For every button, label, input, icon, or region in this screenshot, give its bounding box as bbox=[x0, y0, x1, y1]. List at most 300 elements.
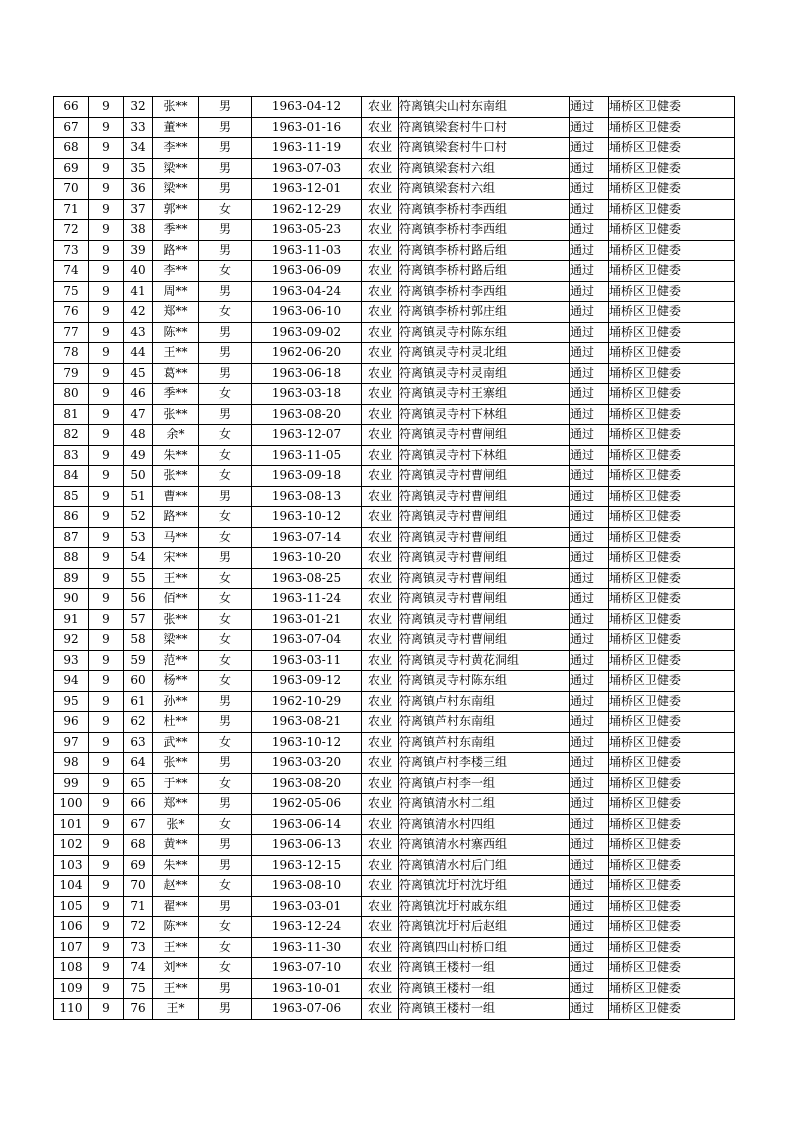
seq-cell: 107 bbox=[54, 937, 89, 958]
result-cell: 通过 bbox=[570, 896, 609, 917]
name-cell: 马** bbox=[153, 527, 199, 548]
address-cell: 符离镇李桥村李西组 bbox=[399, 281, 570, 302]
seq-cell: 110 bbox=[54, 999, 89, 1020]
index-cell: 67 bbox=[124, 814, 153, 835]
agency-cell: 埇桥区卫健委 bbox=[609, 712, 735, 733]
table-row bbox=[54, 445, 735, 466]
result-cell: 通过 bbox=[570, 691, 609, 712]
result-cell: 通过 bbox=[570, 486, 609, 507]
gender-cell: 男 bbox=[199, 158, 252, 179]
index-cell: 60 bbox=[124, 671, 153, 692]
result-cell: 通过 bbox=[570, 548, 609, 569]
household-type-cell: 农业 bbox=[362, 691, 399, 712]
roster-body bbox=[54, 97, 735, 1020]
name-cell: 郑** bbox=[153, 794, 199, 815]
batch-cell: 9 bbox=[89, 384, 124, 405]
seq-cell: 94 bbox=[54, 671, 89, 692]
result-cell: 通过 bbox=[570, 814, 609, 835]
address-cell: 符离镇李桥村李西组 bbox=[399, 220, 570, 241]
result-cell: 通过 bbox=[570, 281, 609, 302]
gender-cell: 男 bbox=[199, 794, 252, 815]
result-cell: 通过 bbox=[570, 650, 609, 671]
household-type-cell: 农业 bbox=[362, 486, 399, 507]
table-row bbox=[54, 650, 735, 671]
result-cell: 通过 bbox=[570, 835, 609, 856]
result-cell: 通过 bbox=[570, 712, 609, 733]
gender-cell: 女 bbox=[199, 384, 252, 405]
table-row bbox=[54, 896, 735, 917]
birthdate-cell: 1963-12-15 bbox=[252, 855, 362, 876]
birthdate-cell: 1963-09-02 bbox=[252, 322, 362, 343]
batch-cell: 9 bbox=[89, 240, 124, 261]
name-cell: 周** bbox=[153, 281, 199, 302]
address-cell: 符离镇灵寺村下林组 bbox=[399, 445, 570, 466]
name-cell: 张** bbox=[153, 609, 199, 630]
batch-cell: 9 bbox=[89, 158, 124, 179]
batch-cell: 9 bbox=[89, 958, 124, 979]
table-row bbox=[54, 404, 735, 425]
seq-cell: 86 bbox=[54, 507, 89, 528]
household-type-cell: 农业 bbox=[362, 650, 399, 671]
table-row bbox=[54, 671, 735, 692]
name-cell: 翟** bbox=[153, 896, 199, 917]
name-cell: 梁** bbox=[153, 630, 199, 651]
result-cell: 通过 bbox=[570, 97, 609, 118]
birthdate-cell: 1963-07-10 bbox=[252, 958, 362, 979]
batch-cell: 9 bbox=[89, 445, 124, 466]
household-type-cell: 农业 bbox=[362, 507, 399, 528]
name-cell: 杨** bbox=[153, 671, 199, 692]
gender-cell: 女 bbox=[199, 568, 252, 589]
birthdate-cell: 1963-08-21 bbox=[252, 712, 362, 733]
result-cell: 通过 bbox=[570, 630, 609, 651]
table-row bbox=[54, 261, 735, 282]
batch-cell: 9 bbox=[89, 876, 124, 897]
name-cell: 王** bbox=[153, 937, 199, 958]
household-type-cell: 农业 bbox=[362, 794, 399, 815]
index-cell: 47 bbox=[124, 404, 153, 425]
seq-cell: 74 bbox=[54, 261, 89, 282]
result-cell: 通过 bbox=[570, 425, 609, 446]
name-cell: 陈** bbox=[153, 917, 199, 938]
seq-cell: 79 bbox=[54, 363, 89, 384]
seq-cell: 69 bbox=[54, 158, 89, 179]
batch-cell: 9 bbox=[89, 199, 124, 220]
agency-cell: 埇桥区卫健委 bbox=[609, 978, 735, 999]
seq-cell: 67 bbox=[54, 117, 89, 138]
agency-cell: 埇桥区卫健委 bbox=[609, 999, 735, 1020]
result-cell: 通过 bbox=[570, 917, 609, 938]
batch-cell: 9 bbox=[89, 589, 124, 610]
batch-cell: 9 bbox=[89, 835, 124, 856]
table-row bbox=[54, 691, 735, 712]
birthdate-cell: 1963-12-01 bbox=[252, 179, 362, 200]
result-cell: 通过 bbox=[570, 261, 609, 282]
name-cell: 张* bbox=[153, 814, 199, 835]
batch-cell: 9 bbox=[89, 568, 124, 589]
seq-cell: 82 bbox=[54, 425, 89, 446]
seq-cell: 75 bbox=[54, 281, 89, 302]
address-cell: 符离镇灵寺村黄花洞组 bbox=[399, 650, 570, 671]
table-row bbox=[54, 343, 735, 364]
seq-cell: 89 bbox=[54, 568, 89, 589]
household-type-cell: 农业 bbox=[362, 671, 399, 692]
batch-cell: 9 bbox=[89, 466, 124, 487]
birthdate-cell: 1963-10-12 bbox=[252, 507, 362, 528]
birthdate-cell: 1963-06-09 bbox=[252, 261, 362, 282]
gender-cell: 男 bbox=[199, 138, 252, 159]
agency-cell: 埇桥区卫健委 bbox=[609, 486, 735, 507]
gender-cell: 女 bbox=[199, 671, 252, 692]
birthdate-cell: 1963-09-18 bbox=[252, 466, 362, 487]
batch-cell: 9 bbox=[89, 773, 124, 794]
name-cell: 范** bbox=[153, 650, 199, 671]
address-cell: 符离镇灵寺村灵北组 bbox=[399, 343, 570, 364]
roster-table bbox=[53, 96, 735, 1020]
batch-cell: 9 bbox=[89, 138, 124, 159]
gender-cell: 女 bbox=[199, 630, 252, 651]
agency-cell: 埇桥区卫健委 bbox=[609, 138, 735, 159]
agency-cell: 埇桥区卫健委 bbox=[609, 630, 735, 651]
seq-cell: 91 bbox=[54, 609, 89, 630]
birthdate-cell: 1963-12-24 bbox=[252, 917, 362, 938]
household-type-cell: 农业 bbox=[362, 876, 399, 897]
address-cell: 符离镇灵寺村陈东组 bbox=[399, 322, 570, 343]
address-cell: 符离镇灵寺村下林组 bbox=[399, 404, 570, 425]
result-cell: 通过 bbox=[570, 343, 609, 364]
index-cell: 52 bbox=[124, 507, 153, 528]
gender-cell: 女 bbox=[199, 507, 252, 528]
birthdate-cell: 1962-05-06 bbox=[252, 794, 362, 815]
gender-cell: 男 bbox=[199, 363, 252, 384]
table-row bbox=[54, 958, 735, 979]
name-cell: 孙** bbox=[153, 691, 199, 712]
household-type-cell: 农业 bbox=[362, 281, 399, 302]
birthdate-cell: 1963-08-25 bbox=[252, 568, 362, 589]
address-cell: 符离镇灵寺村王寨组 bbox=[399, 384, 570, 405]
gender-cell: 男 bbox=[199, 281, 252, 302]
seq-cell: 83 bbox=[54, 445, 89, 466]
result-cell: 通过 bbox=[570, 753, 609, 774]
name-cell: 余* bbox=[153, 425, 199, 446]
index-cell: 74 bbox=[124, 958, 153, 979]
seq-cell: 87 bbox=[54, 527, 89, 548]
gender-cell: 男 bbox=[199, 978, 252, 999]
agency-cell: 埇桥区卫健委 bbox=[609, 855, 735, 876]
gender-cell: 女 bbox=[199, 302, 252, 323]
batch-cell: 9 bbox=[89, 548, 124, 569]
index-cell: 61 bbox=[124, 691, 153, 712]
address-cell: 符离镇灵寺村陈东组 bbox=[399, 671, 570, 692]
agency-cell: 埇桥区卫健委 bbox=[609, 917, 735, 938]
household-type-cell: 农业 bbox=[362, 814, 399, 835]
birthdate-cell: 1963-03-18 bbox=[252, 384, 362, 405]
household-type-cell: 农业 bbox=[362, 527, 399, 548]
index-cell: 32 bbox=[124, 97, 153, 118]
gender-cell: 女 bbox=[199, 609, 252, 630]
index-cell: 55 bbox=[124, 568, 153, 589]
table-row bbox=[54, 732, 735, 753]
birthdate-cell: 1963-03-01 bbox=[252, 896, 362, 917]
household-type-cell: 农业 bbox=[362, 363, 399, 384]
household-type-cell: 农业 bbox=[362, 773, 399, 794]
batch-cell: 9 bbox=[89, 302, 124, 323]
agency-cell: 埇桥区卫健委 bbox=[609, 876, 735, 897]
index-cell: 59 bbox=[124, 650, 153, 671]
agency-cell: 埇桥区卫健委 bbox=[609, 773, 735, 794]
index-cell: 34 bbox=[124, 138, 153, 159]
birthdate-cell: 1962-12-29 bbox=[252, 199, 362, 220]
table-row bbox=[54, 999, 735, 1020]
index-cell: 73 bbox=[124, 937, 153, 958]
table-row bbox=[54, 548, 735, 569]
gender-cell: 男 bbox=[199, 486, 252, 507]
batch-cell: 9 bbox=[89, 753, 124, 774]
address-cell: 符离镇梁套村六组 bbox=[399, 158, 570, 179]
name-cell: 王** bbox=[153, 978, 199, 999]
address-cell: 符离镇灵寺村曹闸组 bbox=[399, 527, 570, 548]
index-cell: 40 bbox=[124, 261, 153, 282]
agency-cell: 埇桥区卫健委 bbox=[609, 240, 735, 261]
index-cell: 38 bbox=[124, 220, 153, 241]
birthdate-cell: 1962-10-29 bbox=[252, 691, 362, 712]
address-cell: 符离镇卢村东南组 bbox=[399, 691, 570, 712]
index-cell: 33 bbox=[124, 117, 153, 138]
batch-cell: 9 bbox=[89, 999, 124, 1020]
agency-cell: 埇桥区卫健委 bbox=[609, 691, 735, 712]
batch-cell: 9 bbox=[89, 179, 124, 200]
address-cell: 符离镇灵寺村曹闸组 bbox=[399, 568, 570, 589]
address-cell: 符离镇灵寺村曹闸组 bbox=[399, 507, 570, 528]
seq-cell: 106 bbox=[54, 917, 89, 938]
gender-cell: 男 bbox=[199, 240, 252, 261]
name-cell: 张** bbox=[153, 753, 199, 774]
index-cell: 42 bbox=[124, 302, 153, 323]
gender-cell: 男 bbox=[199, 896, 252, 917]
table-row bbox=[54, 322, 735, 343]
table-row bbox=[54, 507, 735, 528]
gender-cell: 男 bbox=[199, 220, 252, 241]
gender-cell: 女 bbox=[199, 445, 252, 466]
gender-cell: 男 bbox=[199, 753, 252, 774]
index-cell: 39 bbox=[124, 240, 153, 261]
agency-cell: 埇桥区卫健委 bbox=[609, 404, 735, 425]
address-cell: 符离镇梁套村牛口村 bbox=[399, 138, 570, 159]
agency-cell: 埇桥区卫健委 bbox=[609, 322, 735, 343]
index-cell: 41 bbox=[124, 281, 153, 302]
name-cell: 王* bbox=[153, 999, 199, 1020]
household-type-cell: 农业 bbox=[362, 199, 399, 220]
address-cell: 符离镇芦村东南组 bbox=[399, 712, 570, 733]
name-cell: 梁** bbox=[153, 179, 199, 200]
result-cell: 通过 bbox=[570, 794, 609, 815]
household-type-cell: 农业 bbox=[362, 97, 399, 118]
result-cell: 通过 bbox=[570, 589, 609, 610]
gender-cell: 女 bbox=[199, 199, 252, 220]
batch-cell: 9 bbox=[89, 794, 124, 815]
batch-cell: 9 bbox=[89, 363, 124, 384]
batch-cell: 9 bbox=[89, 650, 124, 671]
agency-cell: 埇桥区卫健委 bbox=[609, 466, 735, 487]
agency-cell: 埇桥区卫健委 bbox=[609, 896, 735, 917]
table-row bbox=[54, 835, 735, 856]
table-row bbox=[54, 138, 735, 159]
name-cell: 佰** bbox=[153, 589, 199, 610]
gender-cell: 女 bbox=[199, 876, 252, 897]
address-cell: 符离镇王楼村一组 bbox=[399, 958, 570, 979]
name-cell: 郑** bbox=[153, 302, 199, 323]
table-row bbox=[54, 876, 735, 897]
name-cell: 梁** bbox=[153, 158, 199, 179]
name-cell: 季** bbox=[153, 220, 199, 241]
agency-cell: 埇桥区卫健委 bbox=[609, 937, 735, 958]
index-cell: 75 bbox=[124, 978, 153, 999]
address-cell: 符离镇王楼村一组 bbox=[399, 978, 570, 999]
result-cell: 通过 bbox=[570, 773, 609, 794]
seq-cell: 72 bbox=[54, 220, 89, 241]
index-cell: 76 bbox=[124, 999, 153, 1020]
index-cell: 35 bbox=[124, 158, 153, 179]
seq-cell: 70 bbox=[54, 179, 89, 200]
name-cell: 于** bbox=[153, 773, 199, 794]
name-cell: 朱** bbox=[153, 445, 199, 466]
agency-cell: 埇桥区卫健委 bbox=[609, 650, 735, 671]
seq-cell: 90 bbox=[54, 589, 89, 610]
name-cell: 路** bbox=[153, 507, 199, 528]
agency-cell: 埇桥区卫健委 bbox=[609, 732, 735, 753]
index-cell: 44 bbox=[124, 343, 153, 364]
birthdate-cell: 1962-06-20 bbox=[252, 343, 362, 364]
name-cell: 曹** bbox=[153, 486, 199, 507]
birthdate-cell: 1963-10-20 bbox=[252, 548, 362, 569]
birthdate-cell: 1963-06-13 bbox=[252, 835, 362, 856]
agency-cell: 埇桥区卫健委 bbox=[609, 445, 735, 466]
agency-cell: 埇桥区卫健委 bbox=[609, 589, 735, 610]
address-cell: 符离镇灵寺村曹闸组 bbox=[399, 425, 570, 446]
address-cell: 符离镇灵寺村曹闸组 bbox=[399, 466, 570, 487]
gender-cell: 男 bbox=[199, 691, 252, 712]
seq-cell: 85 bbox=[54, 486, 89, 507]
index-cell: 56 bbox=[124, 589, 153, 610]
agency-cell: 埇桥区卫健委 bbox=[609, 425, 735, 446]
gender-cell: 男 bbox=[199, 343, 252, 364]
birthdate-cell: 1963-01-21 bbox=[252, 609, 362, 630]
birthdate-cell: 1963-07-03 bbox=[252, 158, 362, 179]
agency-cell: 埇桥区卫健委 bbox=[609, 568, 735, 589]
seq-cell: 101 bbox=[54, 814, 89, 835]
batch-cell: 9 bbox=[89, 507, 124, 528]
address-cell: 符离镇灵寺村曹闸组 bbox=[399, 609, 570, 630]
birthdate-cell: 1963-11-30 bbox=[252, 937, 362, 958]
seq-cell: 71 bbox=[54, 199, 89, 220]
batch-cell: 9 bbox=[89, 671, 124, 692]
table-row bbox=[54, 240, 735, 261]
index-cell: 58 bbox=[124, 630, 153, 651]
gender-cell: 男 bbox=[199, 855, 252, 876]
address-cell: 符离镇沈圩村戚东组 bbox=[399, 896, 570, 917]
birthdate-cell: 1963-08-13 bbox=[252, 486, 362, 507]
batch-cell: 9 bbox=[89, 896, 124, 917]
gender-cell: 女 bbox=[199, 650, 252, 671]
seq-cell: 76 bbox=[54, 302, 89, 323]
gender-cell: 男 bbox=[199, 999, 252, 1020]
result-cell: 通过 bbox=[570, 302, 609, 323]
batch-cell: 9 bbox=[89, 97, 124, 118]
index-cell: 54 bbox=[124, 548, 153, 569]
batch-cell: 9 bbox=[89, 486, 124, 507]
seq-cell: 80 bbox=[54, 384, 89, 405]
table-row bbox=[54, 158, 735, 179]
result-cell: 通过 bbox=[570, 179, 609, 200]
household-type-cell: 农业 bbox=[362, 835, 399, 856]
name-cell: 宋** bbox=[153, 548, 199, 569]
table-row bbox=[54, 814, 735, 835]
name-cell: 张** bbox=[153, 404, 199, 425]
result-cell: 通过 bbox=[570, 937, 609, 958]
agency-cell: 埇桥区卫健委 bbox=[609, 671, 735, 692]
birthdate-cell: 1963-10-12 bbox=[252, 732, 362, 753]
result-cell: 通过 bbox=[570, 876, 609, 897]
birthdate-cell: 1963-06-14 bbox=[252, 814, 362, 835]
result-cell: 通过 bbox=[570, 671, 609, 692]
name-cell: 李** bbox=[153, 138, 199, 159]
table-row bbox=[54, 773, 735, 794]
agency-cell: 埇桥区卫健委 bbox=[609, 158, 735, 179]
result-cell: 通过 bbox=[570, 609, 609, 630]
batch-cell: 9 bbox=[89, 855, 124, 876]
gender-cell: 女 bbox=[199, 814, 252, 835]
index-cell: 72 bbox=[124, 917, 153, 938]
table-row bbox=[54, 855, 735, 876]
result-cell: 通过 bbox=[570, 384, 609, 405]
index-cell: 68 bbox=[124, 835, 153, 856]
result-cell: 通过 bbox=[570, 732, 609, 753]
household-type-cell: 农业 bbox=[362, 343, 399, 364]
name-cell: 季** bbox=[153, 384, 199, 405]
table-row bbox=[54, 630, 735, 651]
batch-cell: 9 bbox=[89, 917, 124, 938]
seq-cell: 68 bbox=[54, 138, 89, 159]
gender-cell: 女 bbox=[199, 958, 252, 979]
household-type-cell: 农业 bbox=[362, 322, 399, 343]
gender-cell: 女 bbox=[199, 937, 252, 958]
agency-cell: 埇桥区卫健委 bbox=[609, 507, 735, 528]
household-type-cell: 农业 bbox=[362, 712, 399, 733]
birthdate-cell: 1963-08-20 bbox=[252, 404, 362, 425]
address-cell: 符离镇梁套村六组 bbox=[399, 179, 570, 200]
index-cell: 70 bbox=[124, 876, 153, 897]
agency-cell: 埇桥区卫健委 bbox=[609, 97, 735, 118]
household-type-cell: 农业 bbox=[362, 978, 399, 999]
table-row bbox=[54, 937, 735, 958]
name-cell: 刘** bbox=[153, 958, 199, 979]
batch-cell: 9 bbox=[89, 814, 124, 835]
table-row bbox=[54, 527, 735, 548]
birthdate-cell: 1963-04-24 bbox=[252, 281, 362, 302]
birthdate-cell: 1963-03-20 bbox=[252, 753, 362, 774]
gender-cell: 男 bbox=[199, 117, 252, 138]
agency-cell: 埇桥区卫健委 bbox=[609, 343, 735, 364]
result-cell: 通过 bbox=[570, 220, 609, 241]
batch-cell: 9 bbox=[89, 220, 124, 241]
seq-cell: 100 bbox=[54, 794, 89, 815]
index-cell: 65 bbox=[124, 773, 153, 794]
birthdate-cell: 1963-05-23 bbox=[252, 220, 362, 241]
gender-cell: 男 bbox=[199, 548, 252, 569]
batch-cell: 9 bbox=[89, 261, 124, 282]
table-row bbox=[54, 753, 735, 774]
table-row bbox=[54, 486, 735, 507]
